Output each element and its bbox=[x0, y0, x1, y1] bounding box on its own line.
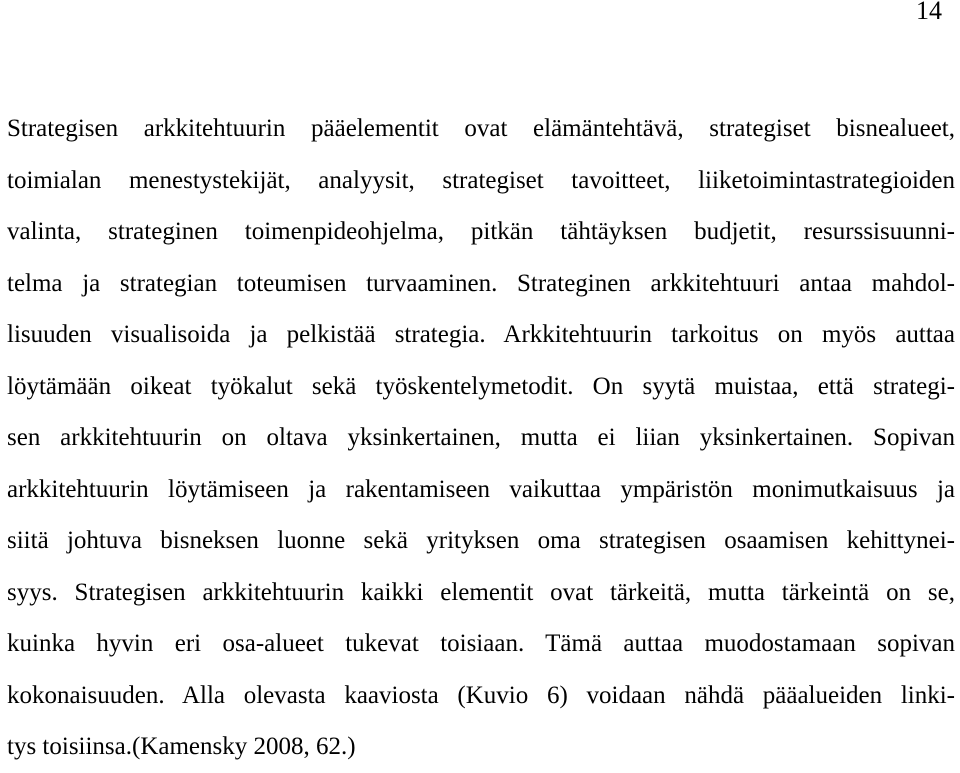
text-line: syys. Strategisen arkkitehtuurin kaikki elementit ovat tärkeitä, mutta tärkeintä on se, bbox=[7, 578, 955, 606]
text-line: sen arkkitehtuurin on oltava yksinkertainen, mutta ei liian yksinkertainen. Sopivan bbox=[7, 424, 955, 451]
text-line: lisuuden visualisoida ja pelkistää strategia. Arkkitehtuurin tarkoitus on myös auttaa bbox=[7, 321, 955, 348]
body-paragraph bbox=[7, 103, 955, 773]
text-line: siitä johtuva bisneksen luonne sekä yrityksen oma strategisen osaamisen kehittynei- bbox=[7, 527, 955, 554]
text-line: tys toisiinsa.(Kamensky 2008, 62.) bbox=[7, 733, 356, 760]
page-number: 14 bbox=[916, 0, 942, 25]
text-line: telma ja strategian toteumisen turvaaminen. Strateginen arkkitehtuuri antaa mahdol- bbox=[7, 269, 955, 297]
text-line: valinta, strateginen toimenpideohjelma, pitkän tähtäyksen budjetit, resurssisuunni- bbox=[7, 218, 955, 245]
text-line: Strategisen arkkitehtuurin pääelementit ovat elämäntehtävä, strategiset bisnealueet, bbox=[7, 115, 955, 142]
text-line: kuinka hyvin eri osa-alueet tukevat toisiaan. Tämä auttaa muodostamaan sopivan bbox=[7, 630, 955, 657]
text-line: löytämään oikeat työkalut sekä työskentelymetodit. On syytä muistaa, että strategi- bbox=[7, 372, 955, 400]
text-line: toimialan menestystekijät, analyysit, strategiset tavoitteet, liiketoimintastrategioiden bbox=[7, 166, 955, 194]
text-line: kokonaisuuden. Alla olevasta kaaviosta (Kuvio 6) voidaan nähdä pääalueiden linki- bbox=[7, 681, 955, 709]
text-line: arkkitehtuurin löytämiseen ja rakentamiseen vaikuttaa ympäristön monimutkaisuus ja bbox=[7, 475, 955, 503]
